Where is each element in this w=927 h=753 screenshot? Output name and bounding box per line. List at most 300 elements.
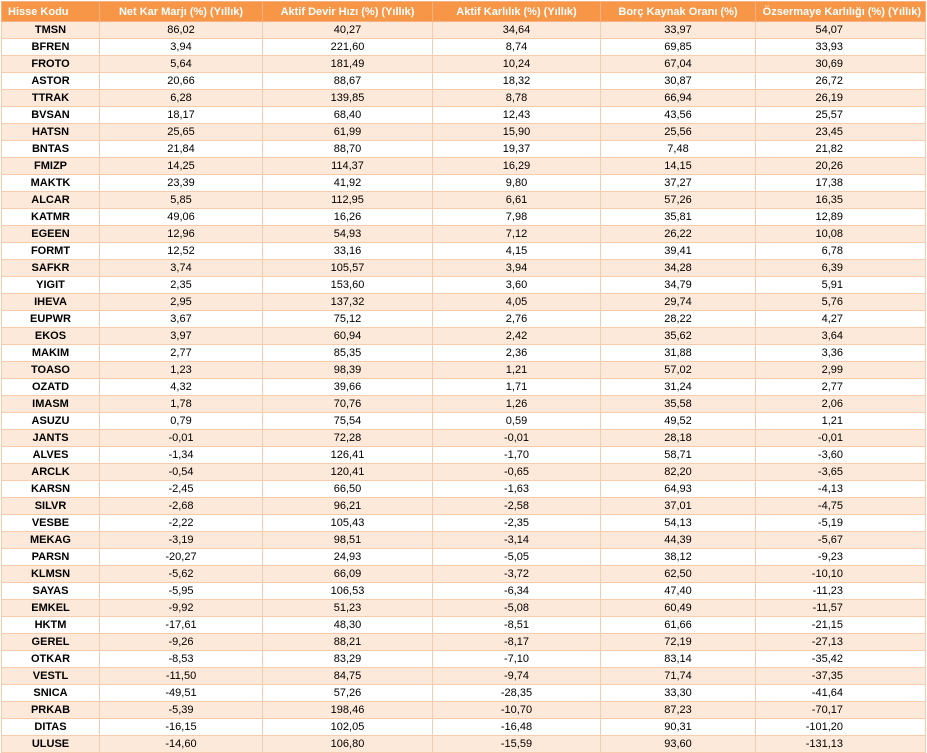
return-on-assets-cell: 2,42 bbox=[433, 328, 601, 345]
debt-ratio-cell: 60,49 bbox=[601, 600, 756, 617]
net-profit-margin-cell: -14,60 bbox=[100, 736, 263, 753]
debt-ratio-cell: 82,20 bbox=[601, 464, 756, 481]
debt-ratio-cell: 33,97 bbox=[601, 22, 756, 39]
asset-turnover-cell: 102,05 bbox=[263, 719, 433, 736]
net-profit-margin-cell: 86,02 bbox=[100, 22, 263, 39]
net-profit-margin-cell: -2,45 bbox=[100, 481, 263, 498]
net-profit-margin-cell: -2,22 bbox=[100, 515, 263, 532]
asset-turnover-cell: 88,21 bbox=[263, 634, 433, 651]
table-row[interactable] bbox=[2, 430, 926, 447]
return-on-assets-cell: 9,80 bbox=[433, 175, 601, 192]
return-on-equity-cell: 2,99 bbox=[756, 362, 926, 379]
return-on-assets-cell: 18,32 bbox=[433, 73, 601, 90]
stock-code-cell: ULUSE bbox=[2, 736, 100, 753]
net-profit-margin-cell: 0,79 bbox=[100, 413, 263, 430]
net-profit-margin-cell: 2,35 bbox=[100, 277, 263, 294]
stock-code-cell: VESTL bbox=[2, 668, 100, 685]
asset-turnover-cell: 75,54 bbox=[263, 413, 433, 430]
return-on-equity-cell: -10,10 bbox=[756, 566, 926, 583]
asset-turnover-cell: 39,66 bbox=[263, 379, 433, 396]
return-on-assets-cell: 19,37 bbox=[433, 141, 601, 158]
return-on-assets-cell: -3,14 bbox=[433, 532, 601, 549]
asset-turnover-cell: 120,41 bbox=[263, 464, 433, 481]
net-profit-margin-cell: 1,23 bbox=[100, 362, 263, 379]
net-profit-margin-cell: -0,01 bbox=[100, 430, 263, 447]
debt-ratio-cell: 34,28 bbox=[601, 260, 756, 277]
table-row[interactable] bbox=[2, 277, 926, 294]
table-row[interactable] bbox=[2, 345, 926, 362]
net-profit-margin-cell: 3,67 bbox=[100, 311, 263, 328]
net-profit-margin-cell: 3,74 bbox=[100, 260, 263, 277]
table-row[interactable] bbox=[2, 651, 926, 668]
header-debt-ratio[interactable]: Borç Kaynak Oranı (%) bbox=[601, 2, 756, 22]
return-on-equity-cell: 23,45 bbox=[756, 124, 926, 141]
table-row[interactable] bbox=[2, 719, 926, 736]
table-row[interactable] bbox=[2, 481, 926, 498]
table-row[interactable] bbox=[2, 736, 926, 753]
net-profit-margin-cell: -2,68 bbox=[100, 498, 263, 515]
table-row[interactable] bbox=[2, 464, 926, 481]
debt-ratio-cell: 31,88 bbox=[601, 345, 756, 362]
stock-code-cell: IHEVA bbox=[2, 294, 100, 311]
asset-turnover-cell: 106,80 bbox=[263, 736, 433, 753]
asset-turnover-cell: 137,32 bbox=[263, 294, 433, 311]
return-on-assets-cell: -8,51 bbox=[433, 617, 601, 634]
debt-ratio-cell: 57,26 bbox=[601, 192, 756, 209]
net-profit-margin-cell: -49,51 bbox=[100, 685, 263, 702]
table-body bbox=[2, 22, 926, 753]
asset-turnover-cell: 60,94 bbox=[263, 328, 433, 345]
debt-ratio-cell: 72,19 bbox=[601, 634, 756, 651]
stock-code-cell: EMKEL bbox=[2, 600, 100, 617]
return-on-equity-cell: 25,57 bbox=[756, 107, 926, 124]
table-row[interactable] bbox=[2, 362, 926, 379]
return-on-assets-cell: 1,21 bbox=[433, 362, 601, 379]
stock-code-cell: EGEEN bbox=[2, 226, 100, 243]
return-on-equity-cell: 2,77 bbox=[756, 379, 926, 396]
net-profit-margin-cell: 4,32 bbox=[100, 379, 263, 396]
asset-turnover-cell: 88,67 bbox=[263, 73, 433, 90]
return-on-equity-cell: -131,13 bbox=[756, 736, 926, 753]
header-net-profit-margin[interactable]: Net Kar Marjı (%) (Yıllık) bbox=[100, 2, 263, 22]
return-on-assets-cell: -9,74 bbox=[433, 668, 601, 685]
debt-ratio-cell: 57,02 bbox=[601, 362, 756, 379]
return-on-assets-cell: -5,05 bbox=[433, 549, 601, 566]
return-on-assets-cell: 1,71 bbox=[433, 379, 601, 396]
net-profit-margin-cell: -17,61 bbox=[100, 617, 263, 634]
debt-ratio-cell: 67,04 bbox=[601, 56, 756, 73]
return-on-equity-cell: 5,91 bbox=[756, 277, 926, 294]
net-profit-margin-cell: 21,84 bbox=[100, 141, 263, 158]
header-row bbox=[2, 2, 926, 22]
stock-code-cell: SILVR bbox=[2, 498, 100, 515]
return-on-assets-cell: 2,36 bbox=[433, 345, 601, 362]
table-row[interactable] bbox=[2, 566, 926, 583]
stock-code-cell: HKTM bbox=[2, 617, 100, 634]
return-on-assets-cell: -1,70 bbox=[433, 447, 601, 464]
asset-turnover-cell: 68,40 bbox=[263, 107, 433, 124]
return-on-assets-cell: -3,72 bbox=[433, 566, 601, 583]
debt-ratio-cell: 33,30 bbox=[601, 685, 756, 702]
net-profit-margin-cell: 18,17 bbox=[100, 107, 263, 124]
return-on-assets-cell: 10,24 bbox=[433, 56, 601, 73]
asset-turnover-cell: 51,23 bbox=[263, 600, 433, 617]
asset-turnover-cell: 114,37 bbox=[263, 158, 433, 175]
return-on-equity-cell: 10,08 bbox=[756, 226, 926, 243]
stock-code-cell: ASTOR bbox=[2, 73, 100, 90]
net-profit-margin-cell: 2,95 bbox=[100, 294, 263, 311]
return-on-equity-cell: 30,69 bbox=[756, 56, 926, 73]
table-row[interactable] bbox=[2, 413, 926, 430]
net-profit-margin-cell: -9,92 bbox=[100, 600, 263, 617]
table-row[interactable] bbox=[2, 56, 926, 73]
return-on-assets-cell: -0,65 bbox=[433, 464, 601, 481]
debt-ratio-cell: 64,93 bbox=[601, 481, 756, 498]
debt-ratio-cell: 58,71 bbox=[601, 447, 756, 464]
header-return-on-equity[interactable]: Özsermaye Karlılığı (%) (Yıllık) bbox=[756, 2, 926, 22]
asset-turnover-cell: 83,29 bbox=[263, 651, 433, 668]
net-profit-margin-cell: -1,34 bbox=[100, 447, 263, 464]
debt-ratio-cell: 47,40 bbox=[601, 583, 756, 600]
asset-turnover-cell: 98,39 bbox=[263, 362, 433, 379]
return-on-equity-cell: 12,89 bbox=[756, 209, 926, 226]
stock-code-cell: EKOS bbox=[2, 328, 100, 345]
stock-code-cell: BFREN bbox=[2, 39, 100, 56]
asset-turnover-cell: 16,26 bbox=[263, 209, 433, 226]
return-on-equity-cell: -11,57 bbox=[756, 600, 926, 617]
asset-turnover-cell: 84,75 bbox=[263, 668, 433, 685]
return-on-assets-cell: 8,78 bbox=[433, 90, 601, 107]
table-row[interactable] bbox=[2, 22, 926, 39]
return-on-equity-cell: 20,26 bbox=[756, 158, 926, 175]
stock-code-cell: PRKAB bbox=[2, 702, 100, 719]
return-on-assets-cell: -5,08 bbox=[433, 600, 601, 617]
debt-ratio-cell: 90,31 bbox=[601, 719, 756, 736]
net-profit-margin-cell: -11,50 bbox=[100, 668, 263, 685]
stock-code-cell: BVSAN bbox=[2, 107, 100, 124]
asset-turnover-cell: 66,50 bbox=[263, 481, 433, 498]
return-on-assets-cell: -16,48 bbox=[433, 719, 601, 736]
debt-ratio-cell: 93,60 bbox=[601, 736, 756, 753]
asset-turnover-cell: 198,46 bbox=[263, 702, 433, 719]
asset-turnover-cell: 98,51 bbox=[263, 532, 433, 549]
stock-code-cell: MAKTK bbox=[2, 175, 100, 192]
table-row[interactable] bbox=[2, 498, 926, 515]
net-profit-margin-cell: 3,97 bbox=[100, 328, 263, 345]
return-on-assets-cell: -2,58 bbox=[433, 498, 601, 515]
debt-ratio-cell: 62,50 bbox=[601, 566, 756, 583]
return-on-assets-cell: 12,43 bbox=[433, 107, 601, 124]
stock-code-cell: SNICA bbox=[2, 685, 100, 702]
debt-ratio-cell: 87,23 bbox=[601, 702, 756, 719]
net-profit-margin-cell: -8,53 bbox=[100, 651, 263, 668]
return-on-assets-cell: 6,61 bbox=[433, 192, 601, 209]
table-row[interactable] bbox=[2, 617, 926, 634]
return-on-equity-cell: 6,39 bbox=[756, 260, 926, 277]
header-stock-code[interactable]: Hisse Kodu bbox=[2, 2, 100, 22]
return-on-assets-cell: -0,01 bbox=[433, 430, 601, 447]
stock-code-cell: TMSN bbox=[2, 22, 100, 39]
stock-code-cell: DITAS bbox=[2, 719, 100, 736]
debt-ratio-cell: 49,52 bbox=[601, 413, 756, 430]
return-on-assets-cell: -8,17 bbox=[433, 634, 601, 651]
debt-ratio-cell: 25,56 bbox=[601, 124, 756, 141]
table-row[interactable] bbox=[2, 396, 926, 413]
net-profit-margin-cell: 6,28 bbox=[100, 90, 263, 107]
stock-code-cell: MEKAG bbox=[2, 532, 100, 549]
return-on-assets-cell: 2,76 bbox=[433, 311, 601, 328]
net-profit-margin-cell: 2,77 bbox=[100, 345, 263, 362]
table-row[interactable] bbox=[2, 600, 926, 617]
table-row[interactable] bbox=[2, 107, 926, 124]
return-on-assets-cell: -28,35 bbox=[433, 685, 601, 702]
table-row[interactable] bbox=[2, 73, 926, 90]
asset-turnover-cell: 105,57 bbox=[263, 260, 433, 277]
return-on-assets-cell: -6,34 bbox=[433, 583, 601, 600]
asset-turnover-cell: 48,30 bbox=[263, 617, 433, 634]
asset-turnover-cell: 153,60 bbox=[263, 277, 433, 294]
return-on-assets-cell: -1,63 bbox=[433, 481, 601, 498]
asset-turnover-cell: 105,43 bbox=[263, 515, 433, 532]
asset-turnover-cell: 75,12 bbox=[263, 311, 433, 328]
return-on-equity-cell: 21,82 bbox=[756, 141, 926, 158]
table-row[interactable] bbox=[2, 515, 926, 532]
net-profit-margin-cell: 25,65 bbox=[100, 124, 263, 141]
stock-code-cell: OZATD bbox=[2, 379, 100, 396]
debt-ratio-cell: 35,81 bbox=[601, 209, 756, 226]
stock-code-cell: KARSN bbox=[2, 481, 100, 498]
debt-ratio-cell: 54,13 bbox=[601, 515, 756, 532]
table-row[interactable] bbox=[2, 583, 926, 600]
return-on-assets-cell: -15,59 bbox=[433, 736, 601, 753]
return-on-assets-cell: 7,12 bbox=[433, 226, 601, 243]
stock-code-cell: ASUZU bbox=[2, 413, 100, 430]
stock-code-cell: FROTO bbox=[2, 56, 100, 73]
net-profit-margin-cell: 12,52 bbox=[100, 243, 263, 260]
asset-turnover-cell: 40,27 bbox=[263, 22, 433, 39]
debt-ratio-cell: 37,27 bbox=[601, 175, 756, 192]
asset-turnover-cell: 106,53 bbox=[263, 583, 433, 600]
return-on-equity-cell: -3,60 bbox=[756, 447, 926, 464]
net-profit-margin-cell: -5,62 bbox=[100, 566, 263, 583]
table-row[interactable] bbox=[2, 685, 926, 702]
return-on-equity-cell: 16,35 bbox=[756, 192, 926, 209]
return-on-equity-cell: 4,27 bbox=[756, 311, 926, 328]
return-on-assets-cell: 8,74 bbox=[433, 39, 601, 56]
table-row[interactable] bbox=[2, 447, 926, 464]
stock-code-cell: BNTAS bbox=[2, 141, 100, 158]
net-profit-margin-cell: 12,96 bbox=[100, 226, 263, 243]
net-profit-margin-cell: -3,19 bbox=[100, 532, 263, 549]
debt-ratio-cell: 61,66 bbox=[601, 617, 756, 634]
net-profit-margin-cell: 1,78 bbox=[100, 396, 263, 413]
debt-ratio-cell: 37,01 bbox=[601, 498, 756, 515]
net-profit-margin-cell: 14,25 bbox=[100, 158, 263, 175]
return-on-equity-cell: -101,20 bbox=[756, 719, 926, 736]
debt-ratio-cell: 29,74 bbox=[601, 294, 756, 311]
table-row[interactable] bbox=[2, 379, 926, 396]
stock-code-cell: KATMR bbox=[2, 209, 100, 226]
return-on-equity-cell: 5,76 bbox=[756, 294, 926, 311]
debt-ratio-cell: 66,94 bbox=[601, 90, 756, 107]
table-row[interactable] bbox=[2, 328, 926, 345]
return-on-equity-cell: 33,93 bbox=[756, 39, 926, 56]
debt-ratio-cell: 43,56 bbox=[601, 107, 756, 124]
debt-ratio-cell: 28,18 bbox=[601, 430, 756, 447]
stock-code-cell: SAYAS bbox=[2, 583, 100, 600]
table-row[interactable] bbox=[2, 158, 926, 175]
return-on-equity-cell: -37,35 bbox=[756, 668, 926, 685]
return-on-equity-cell: -4,75 bbox=[756, 498, 926, 515]
return-on-equity-cell: -70,17 bbox=[756, 702, 926, 719]
stock-code-cell: JANTS bbox=[2, 430, 100, 447]
stock-code-cell: FORMT bbox=[2, 243, 100, 260]
asset-turnover-cell: 126,41 bbox=[263, 447, 433, 464]
net-profit-margin-cell: -16,15 bbox=[100, 719, 263, 736]
return-on-assets-cell: 16,29 bbox=[433, 158, 601, 175]
debt-ratio-cell: 30,87 bbox=[601, 73, 756, 90]
return-on-equity-cell: -27,13 bbox=[756, 634, 926, 651]
stock-code-cell: VESBE bbox=[2, 515, 100, 532]
table-row[interactable] bbox=[2, 175, 926, 192]
asset-turnover-cell: 61,99 bbox=[263, 124, 433, 141]
return-on-equity-cell: 26,19 bbox=[756, 90, 926, 107]
return-on-equity-cell: 26,72 bbox=[756, 73, 926, 90]
debt-ratio-cell: 39,41 bbox=[601, 243, 756, 260]
return-on-equity-cell: 3,64 bbox=[756, 328, 926, 345]
return-on-equity-cell: -5,67 bbox=[756, 532, 926, 549]
net-profit-margin-cell: 23,39 bbox=[100, 175, 263, 192]
return-on-assets-cell: 3,94 bbox=[433, 260, 601, 277]
return-on-equity-cell: 54,07 bbox=[756, 22, 926, 39]
stock-code-cell: GEREL bbox=[2, 634, 100, 651]
debt-ratio-cell: 34,79 bbox=[601, 277, 756, 294]
net-profit-margin-cell: -5,95 bbox=[100, 583, 263, 600]
asset-turnover-cell: 139,85 bbox=[263, 90, 433, 107]
asset-turnover-cell: 70,76 bbox=[263, 396, 433, 413]
table-row[interactable] bbox=[2, 549, 926, 566]
asset-turnover-cell: 88,70 bbox=[263, 141, 433, 158]
return-on-assets-cell: 1,26 bbox=[433, 396, 601, 413]
stock-code-cell: OTKAR bbox=[2, 651, 100, 668]
table-row[interactable] bbox=[2, 209, 926, 226]
asset-turnover-cell: 112,95 bbox=[263, 192, 433, 209]
stock-code-cell: HATSN bbox=[2, 124, 100, 141]
asset-turnover-cell: 181,49 bbox=[263, 56, 433, 73]
header-asset-turnover[interactable]: Aktif Devir Hızı (%) (Yıllık) bbox=[263, 2, 433, 22]
net-profit-margin-cell: -9,26 bbox=[100, 634, 263, 651]
return-on-assets-cell: 34,64 bbox=[433, 22, 601, 39]
stock-code-cell: ARCLK bbox=[2, 464, 100, 481]
stock-code-cell: MAKIM bbox=[2, 345, 100, 362]
return-on-equity-cell: -41,64 bbox=[756, 685, 926, 702]
asset-turnover-cell: 66,09 bbox=[263, 566, 433, 583]
table-row[interactable] bbox=[2, 532, 926, 549]
debt-ratio-cell: 26,22 bbox=[601, 226, 756, 243]
return-on-equity-cell: 3,36 bbox=[756, 345, 926, 362]
stock-code-cell: EUPWR bbox=[2, 311, 100, 328]
debt-ratio-cell: 38,12 bbox=[601, 549, 756, 566]
debt-ratio-cell: 69,85 bbox=[601, 39, 756, 56]
return-on-equity-cell: -21,15 bbox=[756, 617, 926, 634]
stock-code-cell: PARSN bbox=[2, 549, 100, 566]
asset-turnover-cell: 41,92 bbox=[263, 175, 433, 192]
return-on-assets-cell: 15,90 bbox=[433, 124, 601, 141]
table-row[interactable] bbox=[2, 226, 926, 243]
table-row[interactable] bbox=[2, 311, 926, 328]
asset-turnover-cell: 24,93 bbox=[263, 549, 433, 566]
asset-turnover-cell: 221,60 bbox=[263, 39, 433, 56]
table-row[interactable] bbox=[2, 192, 926, 209]
stock-code-cell: IMASM bbox=[2, 396, 100, 413]
table-row[interactable] bbox=[2, 243, 926, 260]
return-on-equity-cell: 6,78 bbox=[756, 243, 926, 260]
net-profit-margin-cell: 3,94 bbox=[100, 39, 263, 56]
return-on-equity-cell: -35,42 bbox=[756, 651, 926, 668]
table-row[interactable] bbox=[2, 124, 926, 141]
return-on-assets-cell: 0,59 bbox=[433, 413, 601, 430]
asset-turnover-cell: 96,21 bbox=[263, 498, 433, 515]
table-row[interactable] bbox=[2, 260, 926, 277]
asset-turnover-cell: 33,16 bbox=[263, 243, 433, 260]
table-row[interactable] bbox=[2, 294, 926, 311]
return-on-assets-cell: 7,98 bbox=[433, 209, 601, 226]
table-row[interactable] bbox=[2, 39, 926, 56]
asset-turnover-cell: 72,28 bbox=[263, 430, 433, 447]
table-row[interactable] bbox=[2, 634, 926, 651]
return-on-assets-cell: 3,60 bbox=[433, 277, 601, 294]
debt-ratio-cell: 71,74 bbox=[601, 668, 756, 685]
net-profit-margin-cell: -0,54 bbox=[100, 464, 263, 481]
asset-turnover-cell: 85,35 bbox=[263, 345, 433, 362]
return-on-equity-cell: 17,38 bbox=[756, 175, 926, 192]
debt-ratio-cell: 83,14 bbox=[601, 651, 756, 668]
debt-ratio-cell: 28,22 bbox=[601, 311, 756, 328]
debt-ratio-cell: 35,62 bbox=[601, 328, 756, 345]
table-row[interactable] bbox=[2, 90, 926, 107]
asset-turnover-cell: 57,26 bbox=[263, 685, 433, 702]
stock-code-cell: SAFKR bbox=[2, 260, 100, 277]
table-row[interactable] bbox=[2, 668, 926, 685]
return-on-assets-cell: 4,05 bbox=[433, 294, 601, 311]
header-return-on-assets[interactable]: Aktif Karlılık (%) (Yıllık) bbox=[433, 2, 601, 22]
debt-ratio-cell: 14,15 bbox=[601, 158, 756, 175]
return-on-assets-cell: -10,70 bbox=[433, 702, 601, 719]
return-on-assets-cell: -2,35 bbox=[433, 515, 601, 532]
stock-code-cell: ALCAR bbox=[2, 192, 100, 209]
table-row[interactable] bbox=[2, 141, 926, 158]
table-row[interactable] bbox=[2, 702, 926, 719]
debt-ratio-cell: 44,39 bbox=[601, 532, 756, 549]
net-profit-margin-cell: 49,06 bbox=[100, 209, 263, 226]
stock-code-cell: TTRAK bbox=[2, 90, 100, 107]
stock-code-cell: KLMSN bbox=[2, 566, 100, 583]
return-on-equity-cell: -9,23 bbox=[756, 549, 926, 566]
net-profit-margin-cell: 5,85 bbox=[100, 192, 263, 209]
net-profit-margin-cell: -20,27 bbox=[100, 549, 263, 566]
return-on-equity-cell: -0,01 bbox=[756, 430, 926, 447]
net-profit-margin-cell: 5,64 bbox=[100, 56, 263, 73]
return-on-equity-cell: 2,06 bbox=[756, 396, 926, 413]
debt-ratio-cell: 31,24 bbox=[601, 379, 756, 396]
return-on-equity-cell: -3,65 bbox=[756, 464, 926, 481]
asset-turnover-cell: 54,93 bbox=[263, 226, 433, 243]
stock-code-cell: TOASO bbox=[2, 362, 100, 379]
stock-code-cell: YIGIT bbox=[2, 277, 100, 294]
net-profit-margin-cell: 20,66 bbox=[100, 73, 263, 90]
return-on-assets-cell: -7,10 bbox=[433, 651, 601, 668]
financial-ratios-table bbox=[1, 1, 926, 753]
